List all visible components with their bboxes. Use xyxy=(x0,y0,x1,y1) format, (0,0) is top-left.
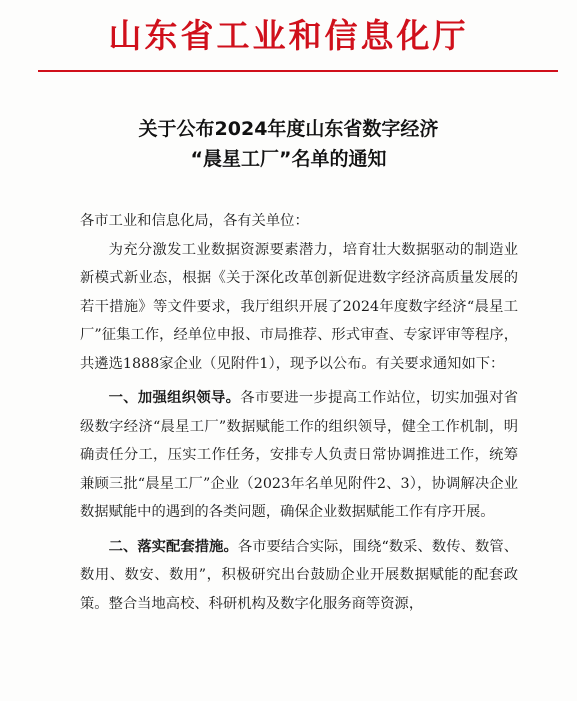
section-1-paragraph xyxy=(80,384,518,527)
notice-title-line-1: 关于公布2024年度山东省数字经济 xyxy=(138,118,439,140)
notice-body xyxy=(80,207,518,618)
intro-paragraph: 为充分激发工业数据资源要素潜力，培育壮大数据驱动的制造业新模式新业态，根据《关于深化改革创新促进数字经济高质量发展的若干措施》等文件要求，我厅组织开展了2024年度数字经济“晨星工厂”征集工作，经单位申报、市局推荐、形式审查、专家评审等程序，共遴选1888家企业（见附件1），现予以公布。有关要求通知如下： xyxy=(80,241,518,372)
section-2-heading: 二、落实配套措施。 xyxy=(108,538,238,555)
header-red-rule xyxy=(38,70,558,72)
section-1-text: 各市要进一步提高工作站位，切实加强对省级数字经济“晨星工厂”数据赋能工作的组织领导，健全工作机制，明确责任分工，压实工作任务，安排专人负责日常协调推进工作，统筹兼顾三批“晨星工厂”企业（2023年名单见附件2、3），协调解决企业数据赋能中的遇到的各类问题，确保企业数据赋能工作有序开展。 xyxy=(80,390,518,520)
salutation: 各市工业和信息化局，各有关单位： xyxy=(80,213,309,229)
section-2-text: 各市要结合实际，围绕“数采、数传、数管、数用、数安、数用”，积极研究出台鼓励企业开展数据赋能的配套政策。整合当地高校、科研机构及数字化服务商等资源， xyxy=(80,538,519,612)
section-1-heading: 一、加强组织领导。 xyxy=(108,390,241,406)
notice-title xyxy=(0,114,577,174)
notice-title-line-2: “晨星工厂”名单的通知 xyxy=(190,148,387,170)
issuer-header: 山东省工业和信息化厅 xyxy=(108,16,469,55)
section-2-paragraph xyxy=(80,533,518,619)
